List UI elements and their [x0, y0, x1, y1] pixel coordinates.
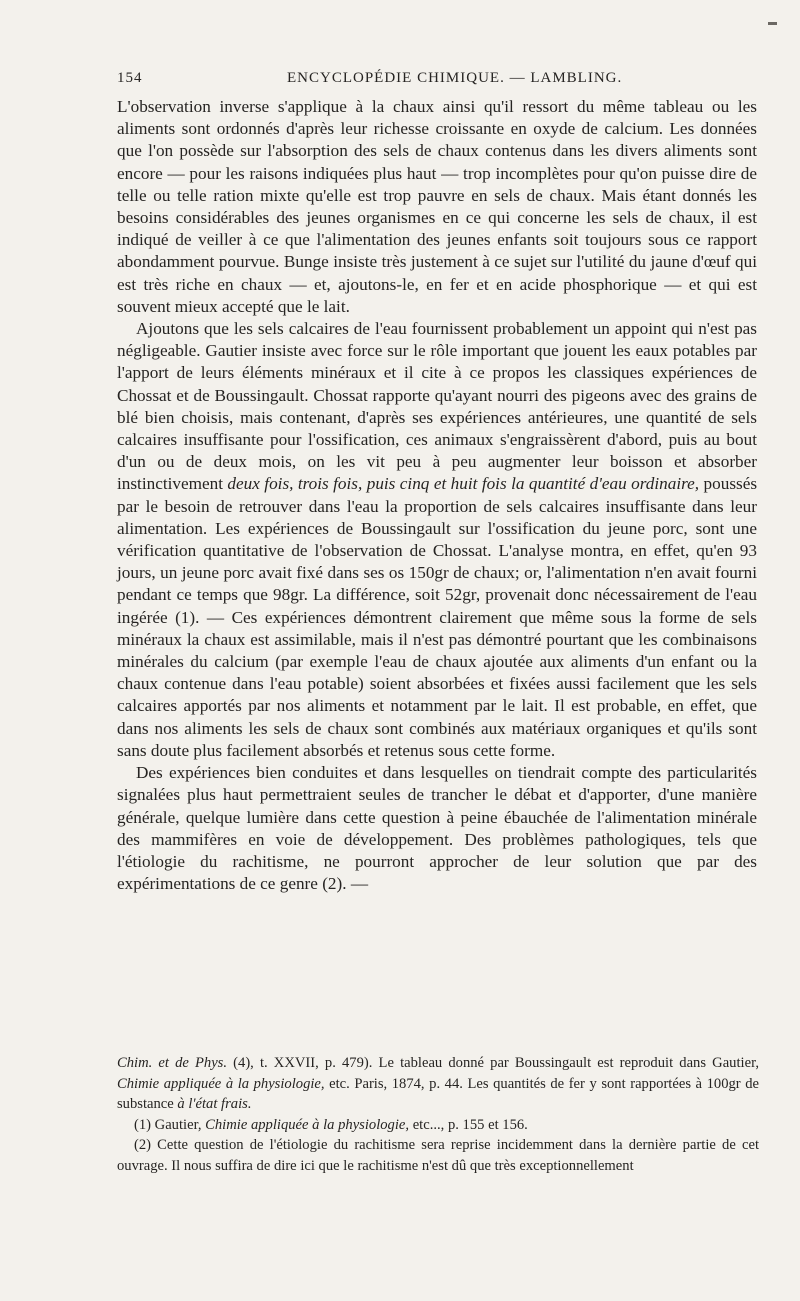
footnote-2: (2) Cette question de l'étiologie du rachitisme sera reprise incidemment dans la dernière partie de cet ouvrage. Il nous suffira de dire ici que le rachitisme n'est dû que très exceptionnellement [117, 1137, 759, 1174]
footnote-continuation [117, 1053, 759, 1115]
footnote-1-pages: etc..., p. 155 et 156. [412, 1116, 528, 1133]
page-header [117, 70, 737, 92]
paragraph-1: L'observation inverse s'applique à la chaux ainsi qu'il ressort du même tableau ou les aliments sont ordonnés d'après leur richesse croissante en oxyde de calcium. Les données que l'on possède sur l'absorption des sels de chaux contenus dans les divers aliments sont encore — pour les raisons indiquées plus haut — trop incomplètes pour qu'on puisse dire de telle ou telle ration mixte qu'elle est trop pauvre en sels de chaux. Mais étant donnés les besoins considérables des jeunes organismes en ce qui concerne les sels de chaux, il est indiqué de veiller à ce que l'alimentation des jeunes enfants soit toujours sous ce rapport abondamment pourvue. Bunge insiste très justement à ce sujet sur l'utilité du jaune d'œuf qui est très riche en chaux — et, ajoutons-le, en fer et en acide phosphorique — et qui est souvent mieux accepté que le lait. [117, 97, 757, 316]
footnote-cont-text-2: etc. Paris, 1874, p. 44. Les quantités de fer y sont rapportées à 100gr de substance [117, 1075, 759, 1112]
footnotes [117, 1053, 759, 1176]
footnote-1-text: (1) Gautier, [134, 1116, 202, 1133]
paragraph-2-continued: poussés par le besoin de retrouver dans l'eau la proportion de sels calcaires insuffisante dans leur alimentation. Les expériences de Boussingault sur l'ossification du jeune porc, sont une vérification quantitative de l'observation de Chossat. L'analyse montra, en effet, qu'en 93 jours, un jeune porc avait fixé dans ses os 150gr de chaux; or, l'alimentation n'en avait fourni pendant ce temps que 98gr. La différence, soit 52gr, provenait donc nécessairement de l'eau ingérée (1). — Ces expériences démontrent clairement que même sous la forme de sels minéraux la chaux est assimilable, mais il n'est pas démontré pourtant que les combinaisons minérales du calcium (par exemple l'eau de chaux ajoutée aux aliments d'un enfant ou la chaux contenue dans l'eau potable) soient absorbées et fixées aussi facilement que les sels calcaires apportés par nos aliments et notamment par le lait. Il est probable, en effet, que dans nos aliments les sels de chaux sont combinés aux matériaux organiques et qu'ils sont sans doute plus facilement absorbés et retenus sous cette forme. [117, 474, 758, 760]
paragraph-2-text: Ajoutons que les sels calcaires de l'eau fournissent probablement un appoint qui n'est pas négligeable. Gautier insiste avec force sur le rôle important que jouent les eaux potables par l'apport de leurs éléments minéraux et il cite à ce propos les classiques expériences de Chossat et de Boussingault. Chossat rapporte qu'ayant nourri des pigeons avec des grains de blé bien choisis, mais contenant, d'après ses expériences antérieures, une quantité de sels calcaires insuffisante pour l'ossification, ces animaux s'engraissèrent d'abord, puis au bout d'un ou de deux mois, on les vit peu à peu augmenter leur boisson et absorber instinctivement [117, 319, 757, 494]
footnote-journal: Chim. et de Phys. [117, 1055, 228, 1071]
footnote-1-title: Chimie appliquée à la physiologie, [205, 1116, 410, 1133]
footnote-state: à l'état frais. [177, 1096, 252, 1112]
margin-mark [768, 22, 777, 25]
body-text [117, 96, 757, 895]
paragraph-2 [117, 318, 757, 762]
running-title: ENCYCLOPÉDIE CHIMIQUE. — LAMBLING. [287, 70, 623, 86]
page-number: 154 [117, 70, 143, 86]
footnote-book-title: Chimie appliquée à la physiologie, [117, 1075, 325, 1092]
paragraph-3: Des expériences bien conduites et dans lesquelles on tiendrait compte des particularités signalées plus haut permettraient seules de trancher le débat et d'apporter, d'une manière générale, quelque lumière dans cette question à peine ébauchée de l'alimentation minérale des mammifères en voie de développement. Des problèmes pathologiques, tels que l'étiologie du rachitisme, ne pourront approcher de leur solution que par des expérimentations de ce genre (2). — [117, 763, 757, 894]
footnote-1 [117, 1115, 759, 1136]
footnote-cont-text: (4), t. XXVII, p. 479). Le tableau donné par Boussingault est reproduit dans Gautier, [233, 1055, 759, 1071]
italic-phrase: deux fois, trois fois, puis cinq et huit fois la quantité d'eau ordinaire, [227, 474, 700, 494]
